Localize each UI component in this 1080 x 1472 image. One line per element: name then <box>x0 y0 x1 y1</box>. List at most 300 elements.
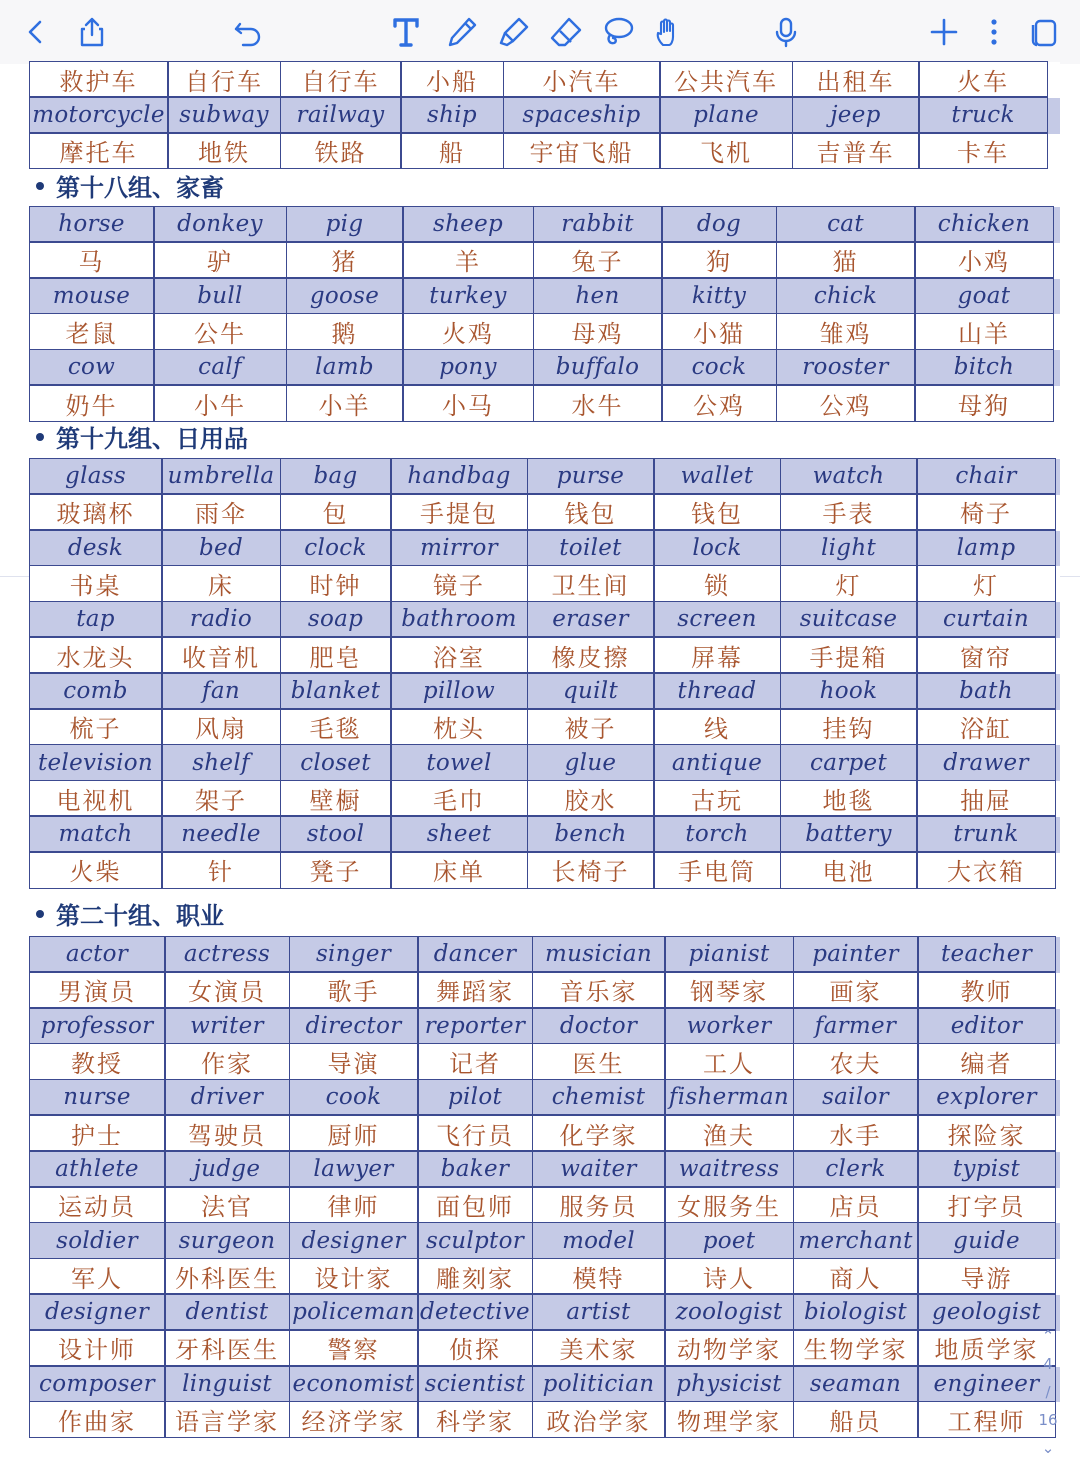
chevron-up-icon[interactable]: ⌃ <box>1041 1327 1055 1345</box>
vocab-table-domestic-animals <box>30 207 1060 422</box>
chinese-meaning-cell: 服务员 <box>532 1186 666 1223</box>
chinese-meaning-cell: 羊 <box>402 241 534 278</box>
chinese-meaning-cell: 驴 <box>153 241 287 278</box>
english-word-cell: cook <box>289 1079 419 1116</box>
total-page-number: 16 <box>1038 1411 1058 1429</box>
english-word-cell: quilt <box>527 672 655 709</box>
english-word-row <box>30 1367 1060 1403</box>
english-word-row <box>30 207 1060 243</box>
english-word-cell: kitty <box>661 277 777 314</box>
chinese-meaning-cell: 手提箱 <box>780 636 918 673</box>
english-word-cell: waitress <box>664 1150 794 1187</box>
english-word-cell: pilot <box>417 1079 533 1116</box>
english-word-cell: poet <box>664 1222 794 1259</box>
english-word-cell: dog <box>661 206 777 243</box>
english-word-row <box>30 745 1060 781</box>
chinese-meaning-cell: 床单 <box>390 851 528 888</box>
chinese-meaning-cell: 水手 <box>793 1114 919 1151</box>
chinese-meaning-cell: 壁橱 <box>280 780 392 817</box>
english-word-cell: glass <box>29 458 163 495</box>
chinese-meaning-row <box>30 710 1060 746</box>
chinese-meaning-cell: 医生 <box>532 1043 666 1080</box>
chinese-meaning-cell: 导游 <box>917 1258 1056 1295</box>
english-word-cell: drawer <box>916 744 1056 781</box>
section-title-domestic-animals <box>36 172 224 204</box>
english-word-cell: athlete <box>29 1150 166 1187</box>
english-word-cell: lamb <box>286 349 404 386</box>
chinese-meaning-cell: 作家 <box>164 1043 290 1080</box>
english-word-cell: clerk <box>793 1150 919 1187</box>
english-word-cell: donkey <box>153 206 287 243</box>
english-word-cell: detective <box>417 1293 533 1330</box>
chinese-meaning-row <box>30 566 1060 602</box>
chinese-meaning-cell: 救护车 <box>29 61 169 98</box>
highlighter-icon[interactable] <box>492 10 536 54</box>
english-word-cell: physicist <box>664 1365 794 1402</box>
english-word-cell: buffalo <box>533 349 663 386</box>
back-icon[interactable] <box>14 10 58 54</box>
chinese-meaning-cell: 模特 <box>532 1258 666 1295</box>
chinese-meaning-cell: 小鸡 <box>914 241 1054 278</box>
english-word-cell: biologist <box>793 1293 919 1330</box>
english-word-row <box>30 531 1060 567</box>
english-word-cell: horse <box>29 206 155 243</box>
undo-icon[interactable] <box>226 10 270 54</box>
english-word-cell: plane <box>659 96 793 133</box>
english-word-cell: bitch <box>914 349 1054 386</box>
chinese-meaning-cell: 律师 <box>289 1186 419 1223</box>
chinese-meaning-row <box>30 134 1060 170</box>
chinese-meaning-cell: 公牛 <box>153 313 287 350</box>
bullet-icon <box>36 433 44 441</box>
english-word-cell: needle <box>161 815 281 852</box>
chinese-meaning-cell: 男演员 <box>29 971 166 1008</box>
english-word-cell: geologist <box>917 1293 1056 1330</box>
english-word-cell: typist <box>917 1150 1056 1187</box>
english-word-cell: rooster <box>776 349 916 386</box>
english-word-cell: lamp <box>916 529 1056 566</box>
chinese-meaning-cell: 商人 <box>793 1258 919 1295</box>
chinese-meaning-cell: 电池 <box>780 851 918 888</box>
english-word-cell: composer <box>29 1365 166 1402</box>
english-word-cell: handbag <box>390 458 528 495</box>
chinese-meaning-cell: 古玩 <box>653 780 781 817</box>
english-word-cell: match <box>29 815 163 852</box>
more-icon[interactable] <box>972 10 1016 54</box>
pages-icon[interactable] <box>1022 10 1066 54</box>
chinese-meaning-cell: 凳子 <box>280 851 392 888</box>
chinese-meaning-cell: 收音机 <box>161 636 281 673</box>
chinese-meaning-cell: 橡皮擦 <box>527 636 655 673</box>
chinese-meaning-cell: 抽屉 <box>916 780 1056 817</box>
english-word-cell: umbrella <box>161 458 281 495</box>
chinese-meaning-cell: 物理学家 <box>664 1401 794 1438</box>
english-word-cell: bath <box>916 672 1056 709</box>
chinese-meaning-cell: 毛毯 <box>280 708 392 745</box>
chinese-meaning-cell: 大衣箱 <box>916 851 1056 888</box>
english-word-cell: guide <box>917 1222 1056 1259</box>
english-word-cell: trunk <box>916 815 1056 852</box>
english-word-cell: truck <box>918 96 1048 133</box>
english-word-cell: waiter <box>532 1150 666 1187</box>
chinese-meaning-cell: 公共汽车 <box>659 61 793 98</box>
lasso-icon[interactable] <box>596 10 640 54</box>
chinese-meaning-cell: 女服务生 <box>664 1186 794 1223</box>
english-word-cell: lawyer <box>289 1150 419 1187</box>
vocab-table-occupations <box>30 937 1060 1438</box>
chinese-meaning-cell: 店员 <box>793 1186 919 1223</box>
english-word-cell: purse <box>527 458 655 495</box>
chinese-meaning-cell: 摩托车 <box>29 132 169 169</box>
english-word-cell: spaceship <box>503 96 661 133</box>
english-word-cell: jeep <box>792 96 920 133</box>
english-word-row <box>30 937 1060 973</box>
english-word-cell: actor <box>29 936 166 973</box>
chinese-meaning-row <box>30 243 1060 279</box>
english-word-cell: curtain <box>916 601 1056 638</box>
chinese-meaning-cell: 教师 <box>917 971 1056 1008</box>
page-separator-icon: ∕ <box>1045 1383 1051 1401</box>
chinese-meaning-cell: 工程师 <box>917 1401 1056 1438</box>
chinese-meaning-cell: 镜子 <box>390 565 528 602</box>
english-word-cell: bathroom <box>390 601 528 638</box>
chinese-meaning-cell: 记者 <box>417 1043 533 1080</box>
english-word-cell: pillow <box>390 672 528 709</box>
english-word-cell: scientist <box>417 1365 533 1402</box>
chinese-meaning-cell: 母鸡 <box>533 313 663 350</box>
chinese-meaning-row <box>30 1188 1060 1224</box>
chinese-meaning-cell: 狗 <box>661 241 777 278</box>
text-tool-icon[interactable] <box>384 10 428 54</box>
chinese-meaning-cell: 外科医生 <box>164 1258 290 1295</box>
chinese-meaning-cell: 女演员 <box>164 971 290 1008</box>
chinese-meaning-cell: 灯 <box>916 565 1056 602</box>
english-word-cell: fan <box>161 672 281 709</box>
chinese-meaning-cell: 教授 <box>29 1043 166 1080</box>
english-word-row <box>30 1009 1060 1045</box>
chinese-meaning-cell: 小船 <box>400 61 504 98</box>
chinese-meaning-row <box>30 973 1060 1009</box>
english-word-cell: chemist <box>532 1079 666 1116</box>
chinese-meaning-cell: 画家 <box>793 971 919 1008</box>
english-word-cell: torch <box>653 815 781 852</box>
english-word-cell: writer <box>164 1007 290 1044</box>
chinese-meaning-cell: 飞行员 <box>417 1114 533 1151</box>
top-toolbar <box>0 0 1080 65</box>
english-word-row <box>30 674 1060 710</box>
chinese-meaning-cell: 雨伞 <box>161 493 281 530</box>
chinese-meaning-cell: 椅子 <box>916 493 1056 530</box>
chinese-meaning-cell: 驾驶员 <box>164 1114 290 1151</box>
chinese-meaning-cell: 导演 <box>289 1043 419 1080</box>
chinese-meaning-cell: 牙科医生 <box>164 1329 290 1366</box>
chinese-meaning-cell: 探险家 <box>917 1114 1056 1151</box>
english-word-cell: economist <box>289 1365 419 1402</box>
chinese-meaning-cell: 铁路 <box>280 132 402 169</box>
bullet-icon <box>36 182 44 190</box>
chinese-meaning-cell: 枕头 <box>390 708 528 745</box>
english-word-cell: comb <box>29 672 163 709</box>
english-word-cell: linguist <box>164 1365 290 1402</box>
english-word-cell: radio <box>161 601 281 638</box>
english-word-row <box>30 279 1060 315</box>
chinese-meaning-cell: 厨师 <box>289 1114 419 1151</box>
page-indicator[interactable] <box>1030 1322 1066 1472</box>
chinese-meaning-cell: 公鸡 <box>776 384 916 421</box>
english-word-cell: pianist <box>664 936 794 973</box>
chinese-meaning-cell: 书桌 <box>29 565 163 602</box>
chinese-meaning-cell: 农夫 <box>793 1043 919 1080</box>
chinese-meaning-cell: 架子 <box>161 780 281 817</box>
english-word-row <box>30 98 1060 134</box>
section-title-occupations <box>36 900 224 932</box>
chinese-meaning-cell: 雏鸡 <box>776 313 916 350</box>
notebook-page[interactable] <box>0 64 1080 1457</box>
english-word-cell: ship <box>400 96 504 133</box>
english-word-cell: bed <box>161 529 281 566</box>
chinese-meaning-row <box>30 314 1060 350</box>
chinese-meaning-cell: 政治学家 <box>532 1401 666 1438</box>
english-word-cell: reporter <box>417 1007 533 1044</box>
chinese-meaning-cell: 卫生间 <box>527 565 655 602</box>
english-word-cell: blanket <box>280 672 392 709</box>
chinese-meaning-cell: 小猫 <box>661 313 777 350</box>
chevron-down-icon[interactable]: ⌄ <box>1041 1439 1055 1457</box>
english-word-cell: desk <box>29 529 163 566</box>
english-word-cell: lock <box>653 529 781 566</box>
english-word-cell: glue <box>527 744 655 781</box>
chinese-meaning-cell: 美术家 <box>532 1329 666 1366</box>
chinese-meaning-row <box>30 62 1060 98</box>
hand-touch-icon[interactable] <box>646 10 690 54</box>
english-word-cell: baker <box>417 1150 533 1187</box>
chinese-meaning-cell: 兔子 <box>533 241 663 278</box>
english-word-cell: judge <box>164 1150 290 1187</box>
chinese-meaning-cell: 电视机 <box>29 780 163 817</box>
english-word-cell: shelf <box>161 744 281 781</box>
chinese-meaning-cell: 浴室 <box>390 636 528 673</box>
chinese-meaning-cell: 诗人 <box>664 1258 794 1295</box>
english-word-cell: antique <box>653 744 781 781</box>
chinese-meaning-cell: 吉普车 <box>792 132 920 169</box>
english-word-cell: toilet <box>527 529 655 566</box>
chinese-meaning-cell: 打字员 <box>917 1186 1056 1223</box>
english-word-cell: chicken <box>914 206 1054 243</box>
section-title-text: 第十九组、日用品 <box>56 425 248 453</box>
chinese-meaning-cell: 长椅子 <box>527 851 655 888</box>
chinese-meaning-cell: 出租车 <box>792 61 920 98</box>
chinese-meaning-row <box>30 1331 1060 1367</box>
english-word-cell: calf <box>153 349 287 386</box>
english-word-cell: engineer <box>917 1365 1056 1402</box>
chinese-meaning-cell: 毛巾 <box>390 780 528 817</box>
chinese-meaning-cell: 时钟 <box>280 565 392 602</box>
chinese-meaning-row <box>30 1116 1060 1152</box>
english-word-cell: dancer <box>417 936 533 973</box>
chinese-meaning-cell: 法官 <box>164 1186 290 1223</box>
chinese-meaning-cell: 钱包 <box>653 493 781 530</box>
chinese-meaning-cell: 地质学家 <box>917 1329 1056 1366</box>
chinese-meaning-cell: 锁 <box>653 565 781 602</box>
english-word-cell: worker <box>664 1007 794 1044</box>
english-word-cell: chick <box>776 277 916 314</box>
chinese-meaning-cell: 手表 <box>780 493 918 530</box>
section-title-text: 第二十组、职业 <box>56 902 224 930</box>
english-word-cell: stool <box>280 815 392 852</box>
english-word-cell: goose <box>286 277 404 314</box>
english-word-cell: towel <box>390 744 528 781</box>
chinese-meaning-cell: 警察 <box>289 1329 419 1366</box>
chinese-meaning-cell: 飞机 <box>659 132 793 169</box>
pen-icon[interactable] <box>440 10 484 54</box>
chinese-meaning-cell: 线 <box>653 708 781 745</box>
chinese-meaning-cell: 手提包 <box>390 493 528 530</box>
chinese-meaning-row <box>30 1259 1060 1295</box>
chinese-meaning-cell: 玻璃杯 <box>29 493 163 530</box>
english-word-cell: bull <box>153 277 287 314</box>
english-word-cell: carpet <box>780 744 918 781</box>
chinese-meaning-cell: 被子 <box>527 708 655 745</box>
english-word-cell: director <box>289 1007 419 1044</box>
share-icon[interactable] <box>70 10 114 54</box>
chinese-meaning-cell: 针 <box>161 851 281 888</box>
english-word-cell: subway <box>167 96 281 133</box>
english-word-cell: surgeon <box>164 1222 290 1259</box>
chinese-meaning-cell: 灯 <box>780 565 918 602</box>
chinese-meaning-cell: 音乐家 <box>532 971 666 1008</box>
chinese-meaning-cell: 胶水 <box>527 780 655 817</box>
english-word-cell: bench <box>527 815 655 852</box>
english-word-cell: light <box>780 529 918 566</box>
chinese-meaning-cell: 钱包 <box>527 493 655 530</box>
english-word-cell: mouse <box>29 277 155 314</box>
english-word-row <box>30 1080 1060 1116</box>
english-word-cell: sheep <box>402 206 534 243</box>
chinese-meaning-cell: 屏幕 <box>653 636 781 673</box>
chinese-meaning-cell: 渔夫 <box>664 1114 794 1151</box>
chinese-meaning-cell: 水龙头 <box>29 636 163 673</box>
english-word-row <box>30 602 1060 638</box>
microphone-icon[interactable] <box>764 10 808 54</box>
chinese-meaning-cell: 设计家 <box>289 1258 419 1295</box>
chinese-meaning-cell: 挂钩 <box>780 708 918 745</box>
chinese-meaning-cell: 火鸡 <box>402 313 534 350</box>
english-word-cell: designer <box>29 1293 166 1330</box>
english-word-cell: driver <box>164 1079 290 1116</box>
chinese-meaning-cell: 自行车 <box>167 61 281 98</box>
chinese-meaning-cell: 包 <box>280 493 392 530</box>
bullet-icon <box>36 910 44 918</box>
chinese-meaning-cell: 舞蹈家 <box>417 971 533 1008</box>
english-word-cell: actress <box>164 936 290 973</box>
chinese-meaning-cell: 山羊 <box>914 313 1054 350</box>
chinese-meaning-cell: 地铁 <box>167 132 281 169</box>
chinese-meaning-cell: 护士 <box>29 1114 166 1151</box>
english-word-cell: turkey <box>402 277 534 314</box>
chinese-meaning-cell: 编者 <box>917 1043 1056 1080</box>
chinese-meaning-cell: 工人 <box>664 1043 794 1080</box>
chinese-meaning-cell: 运动员 <box>29 1186 166 1223</box>
chinese-meaning-cell: 面包师 <box>417 1186 533 1223</box>
chinese-meaning-cell: 公鸡 <box>661 384 777 421</box>
chinese-meaning-cell: 风扇 <box>161 708 281 745</box>
english-word-cell: farmer <box>793 1007 919 1044</box>
chinese-meaning-cell: 侦探 <box>417 1329 533 1366</box>
english-word-cell: musician <box>532 936 666 973</box>
section-title-daily-necessities <box>36 423 248 455</box>
english-word-row <box>30 459 1060 495</box>
english-word-cell: soap <box>280 601 392 638</box>
add-icon[interactable] <box>922 10 966 54</box>
chinese-meaning-cell: 小羊 <box>286 384 404 421</box>
chinese-meaning-cell: 船 <box>400 132 504 169</box>
chinese-meaning-cell: 小汽车 <box>503 61 661 98</box>
english-word-cell: clock <box>280 529 392 566</box>
english-word-cell: mirror <box>390 529 528 566</box>
english-word-cell: teacher <box>917 936 1056 973</box>
english-word-cell: doctor <box>532 1007 666 1044</box>
chinese-meaning-row <box>30 386 1060 422</box>
english-word-cell: sculptor <box>417 1222 533 1259</box>
english-word-cell: sailor <box>793 1079 919 1116</box>
english-word-cell: television <box>29 744 163 781</box>
chinese-meaning-cell: 小马 <box>402 384 534 421</box>
section-title-text: 第十八组、家畜 <box>56 174 224 202</box>
english-word-cell: wallet <box>653 458 781 495</box>
vocab-table-vehicles <box>30 62 1060 169</box>
chinese-meaning-row <box>30 1402 1060 1438</box>
chinese-meaning-cell: 化学家 <box>532 1114 666 1151</box>
chinese-meaning-cell: 语言学家 <box>164 1401 290 1438</box>
chinese-meaning-cell: 火车 <box>918 61 1048 98</box>
current-page-number: 4 <box>1043 1355 1053 1373</box>
english-word-cell: railway <box>280 96 402 133</box>
chinese-meaning-cell: 浴缸 <box>916 708 1056 745</box>
chinese-meaning-cell: 歌手 <box>289 971 419 1008</box>
english-word-cell: soldier <box>29 1222 166 1259</box>
english-word-cell: pig <box>286 206 404 243</box>
chinese-meaning-cell: 老鼠 <box>29 313 155 350</box>
chinese-meaning-cell: 经济学家 <box>289 1401 419 1438</box>
english-word-row <box>30 1223 1060 1259</box>
english-word-cell: professor <box>29 1007 166 1044</box>
chinese-meaning-cell: 火柴 <box>29 851 163 888</box>
eraser-icon[interactable] <box>544 10 588 54</box>
chinese-meaning-row <box>30 638 1060 674</box>
chinese-meaning-cell: 小牛 <box>153 384 287 421</box>
chinese-meaning-cell: 鹅 <box>286 313 404 350</box>
vocab-table-daily-necessities <box>30 459 1060 889</box>
chinese-meaning-cell: 母狗 <box>914 384 1054 421</box>
english-word-cell: motorcycle <box>29 96 169 133</box>
chinese-meaning-cell: 手电筒 <box>653 851 781 888</box>
english-word-cell: seaman <box>793 1365 919 1402</box>
english-word-cell: battery <box>780 815 918 852</box>
english-word-row <box>30 350 1060 386</box>
chinese-meaning-row <box>30 853 1060 889</box>
english-word-cell: model <box>532 1222 666 1259</box>
chinese-meaning-cell: 猪 <box>286 241 404 278</box>
english-word-cell: nurse <box>29 1079 166 1116</box>
english-word-cell: rabbit <box>533 206 663 243</box>
english-word-cell: cock <box>661 349 777 386</box>
english-word-cell: eraser <box>527 601 655 638</box>
chinese-meaning-cell: 床 <box>161 565 281 602</box>
english-word-cell: dentist <box>164 1293 290 1330</box>
chinese-meaning-cell: 宇宙飞船 <box>503 132 661 169</box>
english-word-cell: hen <box>533 277 663 314</box>
english-word-cell: merchant <box>793 1222 919 1259</box>
